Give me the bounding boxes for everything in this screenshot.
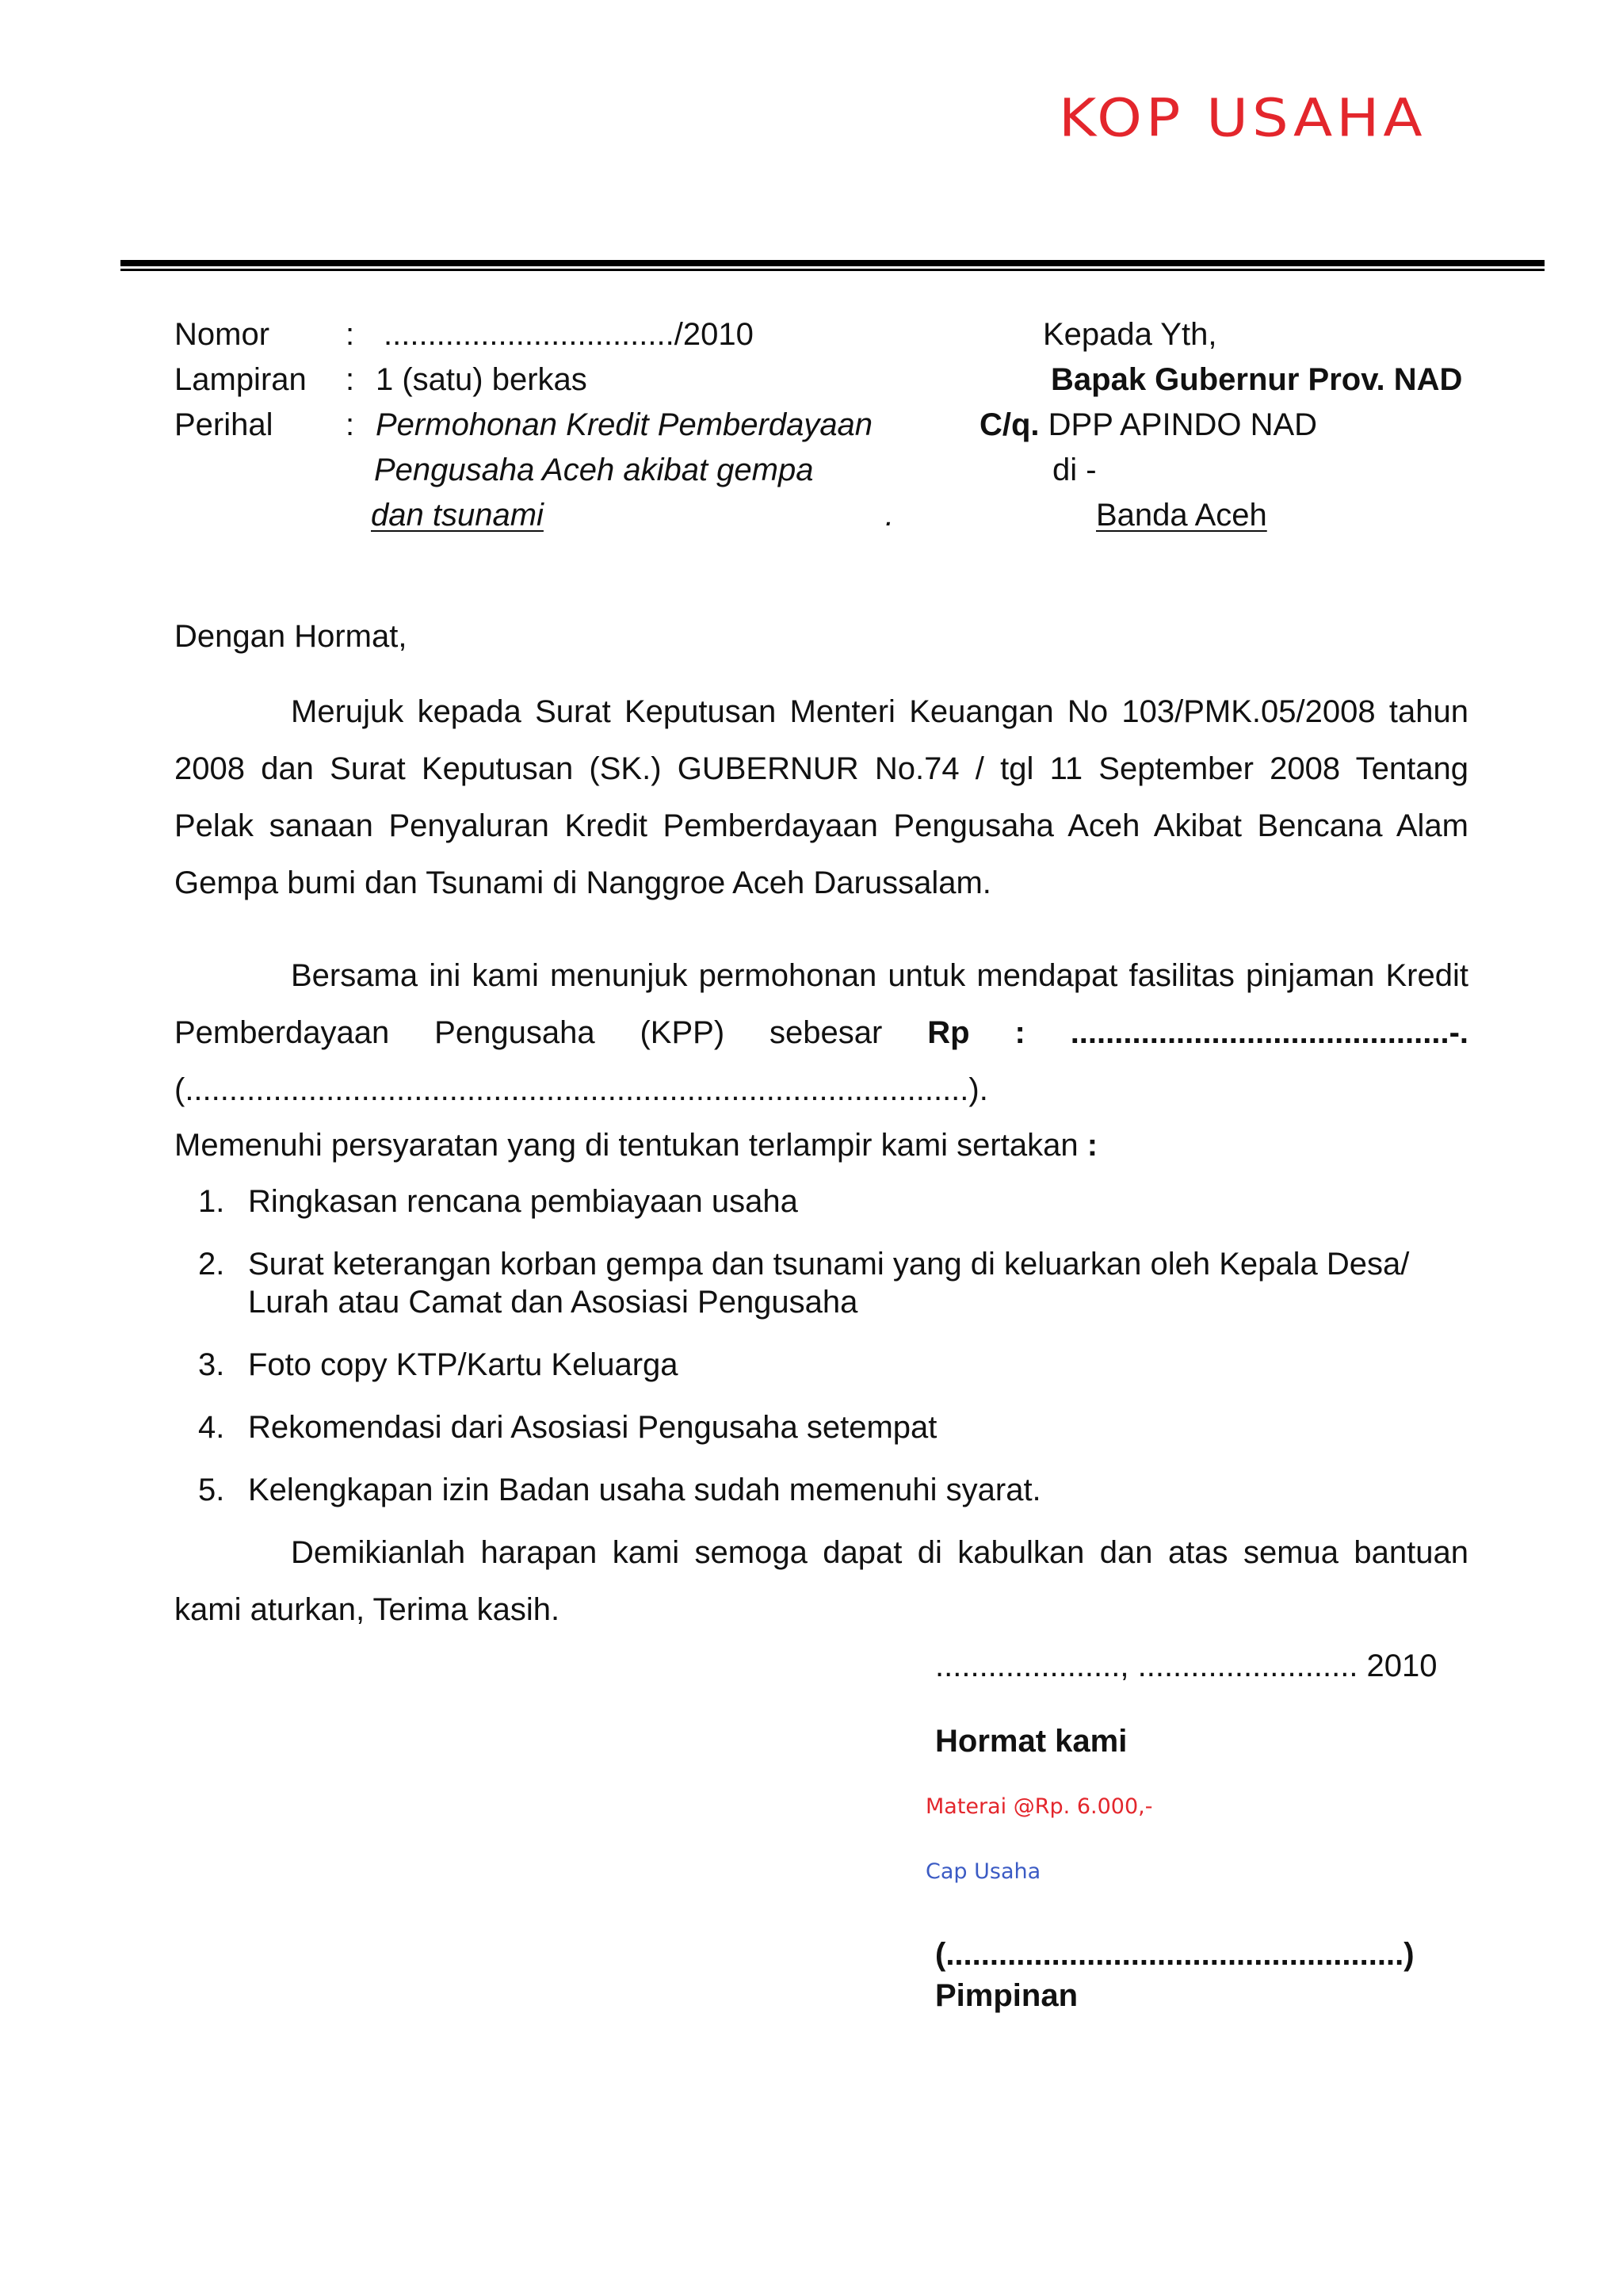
cap-usaha-note: Cap Usaha (926, 1859, 1041, 1884)
greeting: Dengan Hormat, (174, 619, 407, 654)
perihal-line-2: Pengusaha Aceh akibat gempa (374, 453, 814, 487)
nomor-value: ................................./2010 (384, 317, 754, 352)
perihal-label: Perihal (174, 407, 273, 442)
materai-note: Materai @Rp. 6.000,- (926, 1794, 1153, 1819)
lampiran-label: Lampiran (174, 362, 307, 397)
recipient-cq (980, 406, 1317, 444)
recipient-name: Bapak Gubernur Prov. NAD (1051, 362, 1463, 397)
recipient-di: di - (1052, 453, 1097, 487)
regards: Hormat kami (935, 1724, 1128, 1759)
list-item: Foto copy KTP/Kartu Keluarga (248, 1347, 678, 1382)
list-item-continuation: Lurah atau Camat dan Asosiasi Pengusaha (248, 1285, 858, 1320)
list-item: Kelengkapan izin Badan usaha sudah memenuhi syarat. (248, 1473, 1041, 1507)
nomor-colon: : (346, 317, 355, 352)
header-rule-thin (120, 269, 1545, 271)
requirements-intro-colon: : (1086, 1128, 1098, 1163)
paragraph-1: Merujuk kepada Surat Keputusan Menteri Keuangan No 103/PMK.05/2008 tahun 2008 dan Surat Keputusan (SK.) GUBERNUR No.74 / tgl 11 September 2008 Tentang Pelak sanaan Penyaluran Kredit Pemberdayaan Pengusaha Aceh Akibat Bencana Alam Gempa bumi dan Tsunami di Nanggroe Aceh Darussalam. (174, 694, 1468, 900)
cq-value: DPP APINDO NAD (1048, 407, 1318, 442)
list-number: 5. (198, 1473, 225, 1507)
signature-name-line: (....................................................) (935, 1937, 1415, 1972)
perihal-line-3 (371, 496, 894, 534)
nomor-label: Nomor (174, 317, 270, 352)
list-number: 2. (198, 1247, 225, 1282)
list-item: Surat keterangan korban gempa dan tsunami yang di keluarkan oleh Kepala Desa/ (248, 1247, 1410, 1282)
requirements-intro-text: Memenuhi persyaratan yang di tentukan terlampir kami sertakan (174, 1128, 1079, 1163)
list-item: Rekomendasi dari Asosiasi Pengusaha setempat (248, 1410, 938, 1445)
loan-amount-words: (.........................................................................................). (174, 1072, 988, 1107)
list-number: 3. (198, 1347, 225, 1382)
perihal-line-3-tail: . (884, 498, 894, 533)
perihal-colon: : (346, 407, 355, 442)
requirements-intro (174, 1126, 1098, 1164)
lampiran-colon: : (346, 362, 355, 397)
closing-paragraph: Demikianlah harapan kami semoga dapat di kabulkan dan atas semua bantuan kami aturkan, Terima kasih. (174, 1535, 1468, 1627)
recipient-city: Banda Aceh (1096, 498, 1267, 533)
lampiran-value: 1 (satu) berkas (376, 362, 587, 397)
letterhead-title: KOP USAHA (1059, 87, 1426, 149)
recipient-greeting: Kepada Yth, (1043, 317, 1217, 352)
list-number: 4. (198, 1410, 225, 1445)
perihal-line-1: Permohonan Kredit Pemberdayaan (376, 407, 873, 442)
list-item: Ringkasan rencana pembiayaan usaha (248, 1184, 798, 1219)
loan-amount: Rp : ...........................................-. (927, 1015, 1468, 1050)
cq-label: C/q. (980, 407, 1040, 442)
list-number: 1. (198, 1184, 225, 1219)
paragraph-2 (174, 947, 1468, 1118)
header-rule-thick (120, 260, 1545, 266)
place-date: ....................., ......................... 2010 (935, 1648, 1438, 1683)
signature-position: Pimpinan (935, 1978, 1079, 2013)
perihal-line-3-text: dan tsunami (371, 498, 544, 533)
paragraph-2-text: Bersama ini kami menunjuk permohonan untuk mendapat fasilitas pinjaman Kredit Pemberdayaan Pengusaha (KPP) sebesar (174, 958, 1468, 1050)
